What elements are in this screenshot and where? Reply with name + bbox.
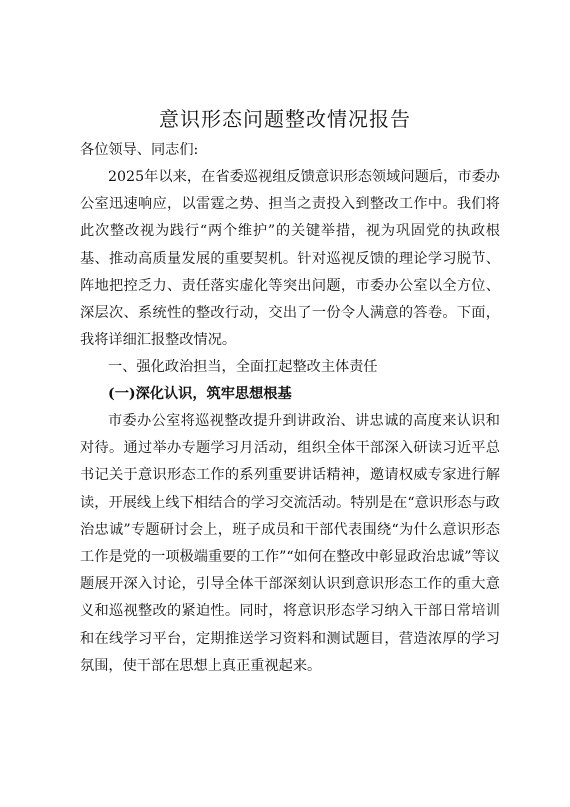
document-title: 意识形态问题整改情况报告 (159, 107, 411, 131)
paragraph-body: 市委办公室将巡视整改提升到讲政治、讲忠诚的高度来认识和对待。通过举办专题学习月活动，组织全体干部深入研读习近平总书记关于意识形态工作的系列重要讲话精神，邀请权威专家进行解读，开展线上线下相结合的学习交流活动。特别是在“意识形态与政治忠诚”专题研讨会上，班子成员和干部代表围绕“为什么意识形态工作是党的一项极端重要的工作”“如何在整改中彰显政治忠诚”等议题展开深入讨论，引导全体干部深刻认识到意识形态工作的重大意义和巡视整改的紧迫性。同时，将意识形态学习纳入干部日常培训和在线学习平台，定期推送学习资料和测试题目，营造浓厚的学习氛围，使干部在思想上真正重视起来。 (80, 413, 500, 674)
section-heading: 一、强化政治担当，全面扛起整改主体责任 (108, 359, 378, 375)
paragraph-intro: 2025年以来，在省委巡视组反馈意识形态领域问题后，市委办公室迅速响应，以雷霆之势、担当之责投入到整改工作中。我们将此次整改视为践行“两个维护”的关键举措，视为巩固党的执政根基、推动高质量发展的重要契机。针对巡视反馈的理论学习脱节、阵地把控乏力、责任落实虚化等突出问题，市委办公室以全方位、深层次、系统性的整改行动，交出了一份令人满意的答卷。下面，我将详细汇报整改情况。 (80, 169, 500, 349)
subsection-heading: (一)深化认识，筑牢思想根基 (108, 386, 292, 402)
greeting: 各位领导、同志们: (80, 142, 199, 158)
